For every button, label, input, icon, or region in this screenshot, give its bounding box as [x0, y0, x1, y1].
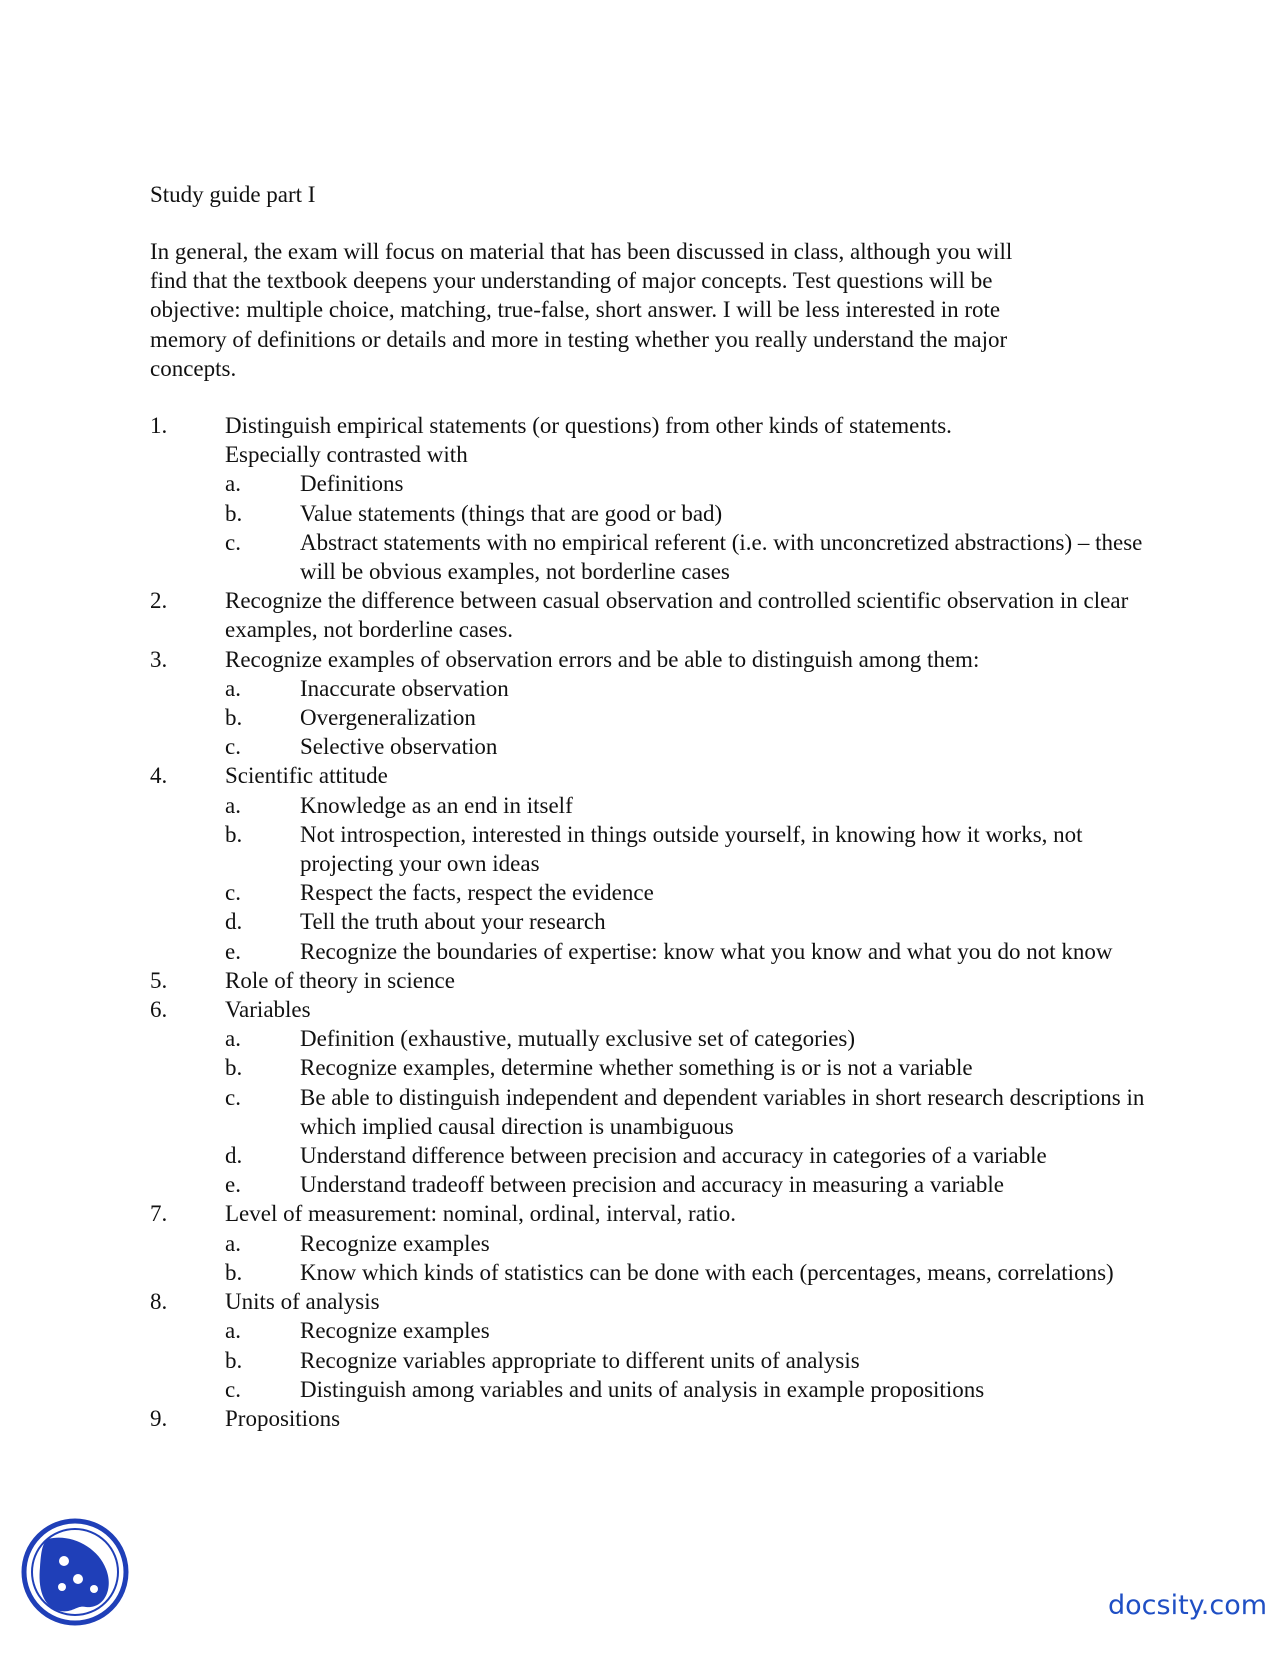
sub-item-text: Understand difference between precision and accuracy in categories of a variable	[300, 1143, 1047, 1169]
list-item	[150, 586, 1150, 644]
list-item-text: Scientific attitude	[225, 763, 388, 789]
sub-item-letter: b.	[225, 1055, 243, 1081]
list-item	[150, 761, 1150, 965]
sub-item-letter: b.	[225, 1259, 243, 1285]
numbered-list	[150, 411, 1150, 1433]
sub-item-text: Be able to distinguish independent and dependent variables in short research descriptions in which implied causal direction is unambiguous	[300, 1084, 1145, 1139]
sub-item	[225, 1024, 1150, 1053]
sub-item-letter: c.	[225, 1376, 241, 1402]
list-item	[150, 411, 1150, 586]
list-item-text: Recognize the difference between casual observation and controlled scientific observation in clear examples, not borderline cases.	[225, 588, 1129, 643]
sub-item-letter: b.	[225, 1347, 243, 1373]
sub-item-text: Recognize variables appropriate to different units of analysis	[300, 1347, 860, 1373]
sub-item-text: Distinguish among variables and units of analysis in example propositions	[300, 1376, 985, 1402]
sub-item-letter: b.	[225, 500, 243, 526]
sub-item-letter: e.	[225, 1172, 241, 1198]
list-item-text: Units of analysis	[225, 1289, 380, 1315]
sub-item-letter: d.	[225, 909, 243, 935]
sub-item	[225, 1229, 1150, 1258]
list-item	[150, 995, 1150, 1199]
sub-item-text: Inaccurate observation	[300, 675, 509, 701]
sub-item-text: Recognize examples, determine whether something is or is not a variable	[300, 1055, 973, 1081]
sub-item-letter: b.	[225, 705, 243, 731]
list-item-text: Variables	[225, 997, 311, 1023]
sub-item-letter: a.	[225, 1318, 241, 1344]
sub-item	[225, 528, 1150, 586]
page-title: Study guide part I	[150, 182, 316, 207]
sub-item-letter: a.	[225, 675, 241, 701]
list-item-text: Distinguish empirical statements (or questions) from other kinds of statements. Especially contrasted with	[225, 413, 952, 468]
list-item-number: 9.	[150, 1405, 168, 1431]
sub-item-text: Overgeneralization	[300, 705, 476, 731]
sub-item	[225, 1316, 1150, 1345]
sub-item-text: Recognize examples	[300, 1230, 490, 1256]
sub-item	[225, 674, 1150, 703]
list-item	[150, 966, 1150, 995]
sub-item-letter: d.	[225, 1143, 243, 1169]
brand-link[interactable]: docsity.com	[1108, 1590, 1268, 1621]
sub-item	[225, 1083, 1150, 1141]
list-item-number: 3.	[150, 646, 168, 672]
list-item-text: Role of theory in science	[225, 967, 455, 993]
sub-item-letter: a.	[225, 471, 241, 497]
sub-item	[225, 1258, 1150, 1287]
sub-item-text: Tell the truth about your research	[300, 909, 606, 935]
sub-item-text: Recognize examples	[300, 1318, 490, 1344]
sub-item-text: Not introspection, interested in things outside yourself, in knowing how it works, not projecting your own ideas	[300, 821, 1083, 877]
list-item	[150, 1287, 1150, 1404]
sub-item-letter: e.	[225, 938, 241, 964]
sub-item	[225, 820, 1150, 878]
sub-item-text: Knowledge as an end in itself	[300, 792, 573, 818]
sub-item-text: Value statements (things that are good or bad)	[300, 500, 723, 526]
list-item	[150, 1404, 1150, 1433]
list-item	[150, 1199, 1150, 1287]
sub-item-text: Selective observation	[300, 734, 498, 760]
sub-item	[225, 469, 1150, 498]
list-item-number: 8.	[150, 1289, 168, 1315]
sub-item-letter: c.	[225, 880, 241, 906]
sub-item-text: Abstract statements with no empirical referent (i.e. with unconcretized abstractions) – these will be obvious examples, not borderline cases	[300, 529, 1143, 585]
sub-item-letter: a.	[225, 1026, 241, 1052]
sub-item-text: Understand tradeoff between precision and accuracy in measuring a variable	[300, 1172, 1004, 1198]
sub-item	[225, 791, 1150, 820]
sub-item	[225, 703, 1150, 732]
sub-item-text: Respect the facts, respect the evidence	[300, 880, 654, 906]
sub-item-letter: c.	[225, 529, 241, 555]
sub-item-text: Recognize the boundaries of expertise: know what you know and what you do not know	[300, 938, 1113, 964]
intro-paragraph: In general, the exam will focus on material that has been discussed in class, although you will find that the textbook deepens your understanding of major concepts. Test questions will be objective: multiple choice, matching, true-false, short answer. I will be less interested in rote memory of definitions or details and more in testing whether you really understand the major concepts.	[150, 239, 1013, 381]
sub-item-letter: c.	[225, 1084, 241, 1110]
list-item-text: Propositions	[225, 1405, 341, 1431]
list-item-text: Recognize examples of observation errors and be able to distinguish among them:	[225, 646, 980, 672]
list-item-number: 7.	[150, 1201, 168, 1227]
list-item-number: 2.	[150, 588, 168, 614]
docsity-logo-icon[interactable]	[20, 1517, 130, 1627]
sub-item	[225, 1375, 1150, 1404]
sub-item-letter: c.	[225, 734, 241, 760]
sub-item	[225, 499, 1150, 528]
list-item	[150, 645, 1150, 762]
sub-item	[225, 937, 1150, 966]
list-item-number: 5.	[150, 967, 168, 993]
sub-item-letter: a.	[225, 1230, 241, 1256]
list-item-text: Level of measurement: nominal, ordinal, interval, ratio.	[225, 1201, 736, 1227]
list-item-number: 6.	[150, 997, 168, 1023]
sub-item-text: Definitions	[300, 471, 404, 497]
sub-item-text: Definition (exhaustive, mutually exclusive set of categories)	[300, 1026, 856, 1052]
list-item-number: 1.	[150, 413, 168, 438]
sub-item	[225, 1346, 1150, 1375]
sub-item-letter: b.	[225, 821, 243, 847]
sub-item-letter: a.	[225, 792, 241, 818]
sub-item	[225, 878, 1150, 907]
sub-item	[225, 1141, 1150, 1170]
sub-item	[225, 907, 1150, 936]
sub-item-text: Know which kinds of statistics can be done with each (percentages, means, correlations)	[300, 1259, 1114, 1285]
sub-item	[225, 1053, 1150, 1082]
sub-item	[225, 732, 1150, 761]
list-item-number: 4.	[150, 763, 168, 789]
sub-item	[225, 1170, 1150, 1199]
